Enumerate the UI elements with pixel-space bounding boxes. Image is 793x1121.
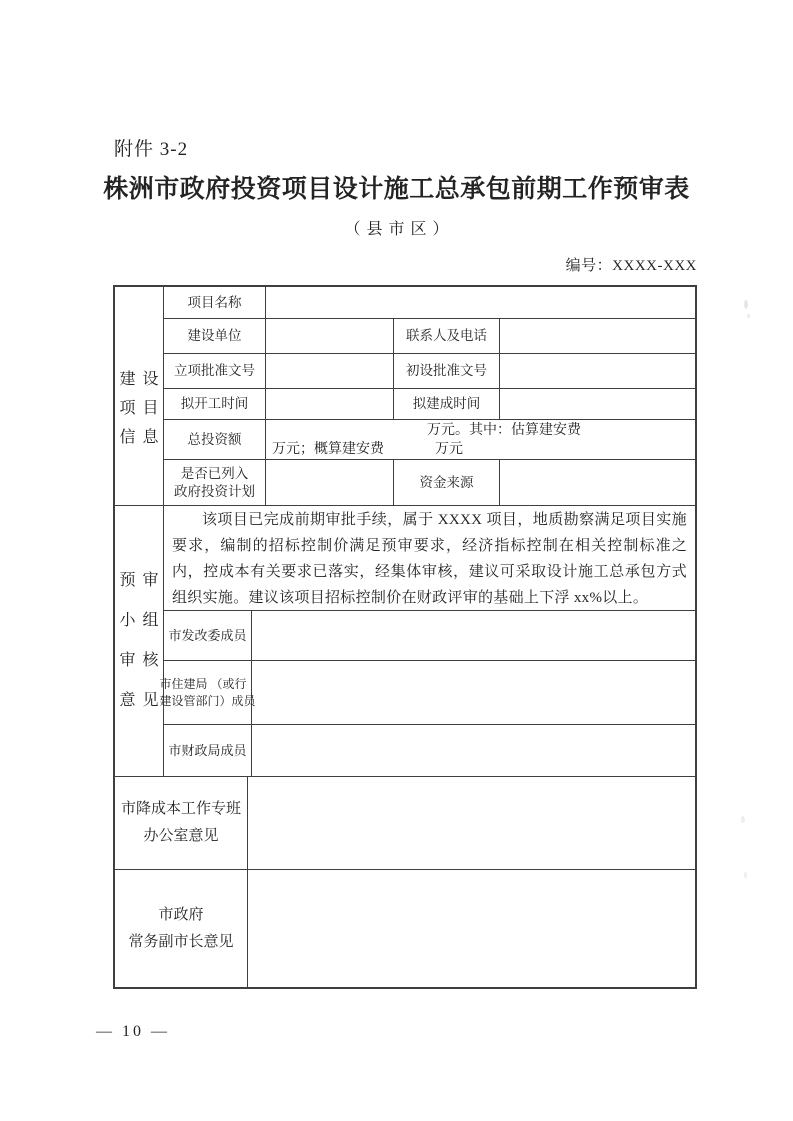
pre-review-form-table [113,285,697,989]
approval-doc-label: 立项批准文号 [164,354,266,388]
deputy-mayor-label [115,870,248,987]
housing-bureau-member-value-cell [252,661,695,724]
fund-source-label: 资金来源 [394,460,500,505]
page-title: 株洲市政府投资项目设计施工总承包前期工作预审表 [103,176,690,203]
project-info-section [115,287,695,506]
finish-time-value-cell [500,389,695,419]
side-label-line: 建设 [119,371,166,388]
contact-label: 联系人及电话 [394,319,500,353]
review-side-label [115,506,164,776]
start-time-label: 拟开工时间 [164,389,266,419]
deputy-mayor-value-cell [248,870,695,987]
ndrc-member-value-cell [252,611,695,660]
fund-source-value-cell [500,460,695,505]
doc-number: 编号：XXXX-XXX [565,258,697,274]
total-investment-label: 总投资额 [164,420,266,459]
cost-reduction-office-row [115,777,695,870]
listed-in-plan-value-cell [266,460,394,505]
schedule-row [164,389,695,420]
mayor-label-line1: 市政府 [158,906,204,923]
investment-text-line2a: 万元；概算建安费 [272,442,384,457]
review-opinion-text: 该项目已完成前期审批手续，属于 XXXX 项目，地质勘察满足项目实施要求，编制的招标控制价满足预审要求，经济指标控制在相关控制标准之内，控成本有关要求已落实，经集体审核，建议可采取设计施工总承包方式组织实施。建议该项目招标控制价在财政评审的基础上下浮 xx%以上。 [172,512,687,606]
build-unit-value-cell [266,319,394,353]
listed-in-plan-row [164,460,695,505]
contact-value-cell [500,319,695,353]
ndrc-member-row [164,611,695,661]
investment-text-line2b: 万元 [435,442,463,457]
housing-bureau-member-row [159,661,695,725]
finish-time-label: 拟建成时间 [394,389,500,419]
listed-label-line2: 政府投资计划 [174,483,255,499]
scan-artifact [747,314,750,318]
finance-bureau-member-value-cell [252,725,695,776]
page-subtitle: （县市区） [344,221,455,238]
project-name-label: 项目名称 [164,287,266,318]
build-unit-row [164,319,695,354]
cost-reduction-office-label [115,777,248,869]
scan-artifact [744,300,748,309]
housing-label-line2: 建设管部门）成员 [159,693,256,708]
page-number: — 10 — [96,1023,170,1040]
listed-in-plan-label [164,460,266,505]
start-time-value-cell [266,389,394,419]
housing-label-line1: 市住建局 （或行 [159,676,247,691]
review-group-section [115,506,695,777]
scan-artifact [744,872,747,878]
deputy-mayor-row [115,870,695,987]
side-label-line: 信息 [119,429,166,446]
attachment-label: 附件 3-2 [114,139,189,160]
ndrc-member-label: 市发改委成员 [164,611,252,660]
project-name-row [164,287,695,319]
total-investment-row [164,420,695,460]
side-label-line: 意见 [119,692,166,709]
cost-reduction-office-value-cell [248,777,695,869]
investment-text-line1: 万元。其中：估算建安费 [427,423,581,438]
finance-bureau-member-label: 市财政局成员 [164,725,252,776]
approval-doc-row [164,354,695,389]
cost-office-label-line1: 市降成本工作专班 [120,801,241,817]
initial-design-doc-value-cell [500,354,695,388]
initial-design-doc-label: 初设批准文号 [394,354,500,388]
cost-office-label-line2: 办公室意见 [143,828,219,844]
project-name-value-cell [266,287,695,318]
side-label-line: 小组 [119,612,166,629]
finance-bureau-member-row [164,725,695,776]
total-investment-value-cell [266,420,695,459]
approval-doc-value-cell [266,354,394,388]
review-opinion-row [164,506,695,611]
build-unit-label: 建设单位 [164,319,266,353]
housing-bureau-member-label [159,661,256,724]
side-label-line: 项目 [119,400,166,417]
project-info-side-label [115,287,164,505]
listed-label-line1: 是否已列入 [180,465,249,481]
side-label-line: 审核 [119,652,166,669]
side-label-line: 预审 [119,572,166,589]
scan-artifact [741,816,745,823]
mayor-label-line2: 常务副市长意见 [128,933,234,950]
